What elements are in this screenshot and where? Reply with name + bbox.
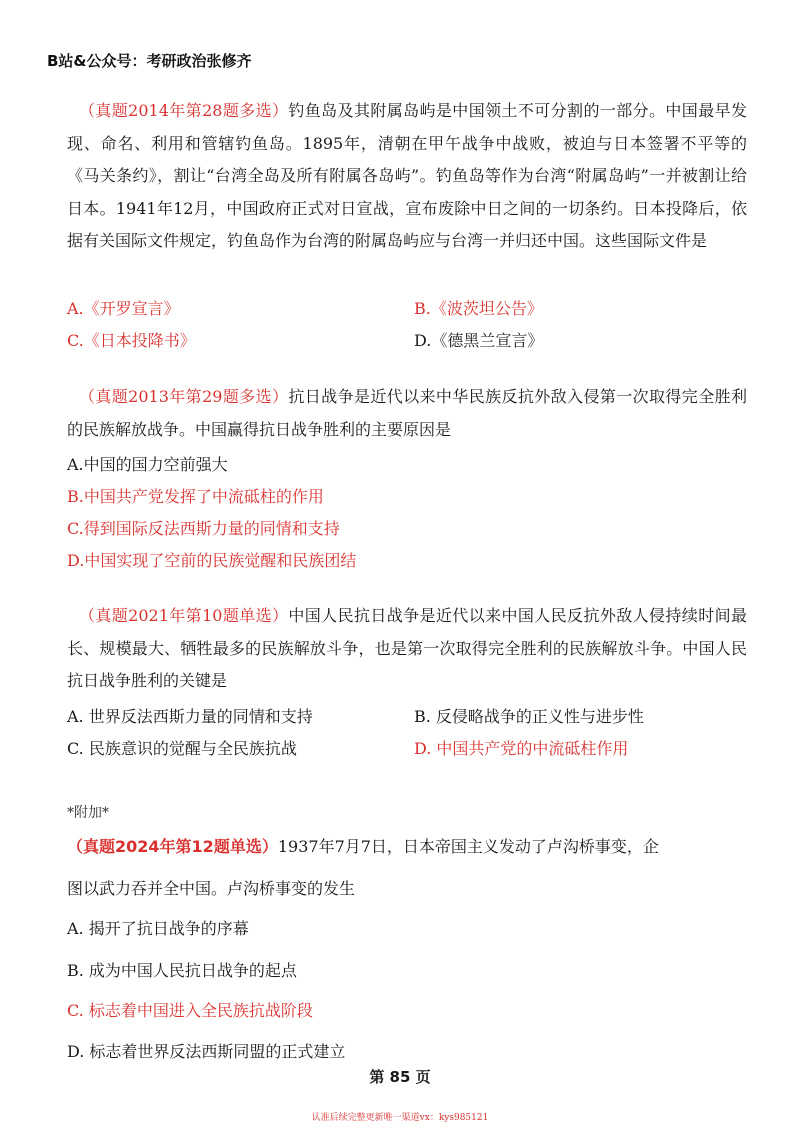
appendix-label: *附加* — [67, 805, 109, 821]
page-number: 第 85 页 — [369, 1068, 431, 1086]
option-d: D. 标志着世界反法西斯同盟的正式建立 — [67, 1042, 346, 1061]
option-a: A. 揭开了抗日战争的序幕 — [67, 919, 249, 938]
question-text: 1937年7月7日，日本帝国主义发动了卢沟桥事变，企 — [277, 837, 659, 856]
option-a: A.《开罗宣言》 — [67, 299, 180, 318]
question-stem — [67, 381, 747, 446]
option-b: B.中国共产党发挥了中流砥柱的作用 — [67, 487, 324, 506]
question-text: 抗日战争是近代以来中华民族反抗外敌入侵第一次取得完全胜利的民族解放战争。中国赢得抗日战争胜利的主要原因是 — [67, 387, 747, 439]
header-source: B站&公众号：考研政治张修齐 — [47, 52, 252, 70]
question-2024-12-line2: 图以武力吞并全中国。卢沟桥事变的发生 — [67, 879, 356, 898]
footer-channel-notice: 认准后续完整更新唯一渠道vx：kys985121 — [311, 1113, 489, 1123]
question-stem — [67, 600, 747, 698]
option-c: C. 标志着中国进入全民族抗战阶段 — [67, 1001, 313, 1020]
question-tag-open: （ — [67, 837, 84, 856]
option-c: C.得到国际反法西斯力量的同情和支持 — [67, 519, 340, 538]
option-d: D.中国实现了空前的民族觉醒和民族团结 — [67, 551, 357, 570]
question-tag: 真题2024年第12题单选 — [83, 837, 262, 856]
question-text: 钓鱼岛及其附属岛屿是中国领土不可分割的一部分。中国最早发现、命名、利用和管辖钓鱼岛。1895年，清朝在甲午战争中战败，被迫与日本签署不平等的《马关条约》，割让“台湾全岛及所有附属各岛屿”。钓鱼岛等作为台湾“附属岛屿”一并被割让给日本。1941年12月，中国政府正式对日宣战，宣布废除中日之间的一切条约。日本投降后，依据有关国际文件规定，钓鱼岛作为台湾的附属岛屿应与台湾一并归还中国。这些国际文件是 — [67, 101, 747, 250]
question-2021-10 — [67, 600, 747, 698]
option-a: A. 世界反法西斯力量的同情和支持 — [67, 707, 313, 726]
question-tag: （真题2021年第10题单选） — [79, 606, 289, 625]
question-2024-12-line1 — [67, 834, 659, 857]
question-stem — [67, 95, 747, 258]
option-a: A.中国的国力空前强大 — [67, 455, 228, 474]
option-b: B. 反侵略战争的正义性与进步性 — [414, 707, 644, 726]
option-c: C. 民族意识的觉醒与全民族抗战 — [67, 739, 297, 758]
question-2013-29 — [67, 381, 747, 446]
option-b: B. 成为中国人民抗日战争的起点 — [67, 961, 297, 980]
question-text: 中国人民抗日战争是近代以来中国人民反抗外敌人侵持续时间最长、规模最大、牺牲最多的民族解放斗争，也是第一次取得完全胜利的民族解放斗争。中国人民抗日战争胜利的关键是 — [67, 606, 747, 690]
question-tag: （真题2013年第29题多选） — [79, 387, 289, 406]
option-b: B.《波茨坦公告》 — [414, 299, 543, 318]
question-2014-28 — [67, 95, 747, 258]
question-tag: （真题2014年第28题多选） — [79, 101, 289, 120]
option-d: D. 中国共产党的中流砥柱作用 — [414, 739, 629, 758]
option-d: D.《德黑兰宣言》 — [414, 331, 544, 350]
option-c: C.《日本投降书》 — [67, 331, 196, 350]
question-tag-close: ） — [261, 837, 278, 856]
